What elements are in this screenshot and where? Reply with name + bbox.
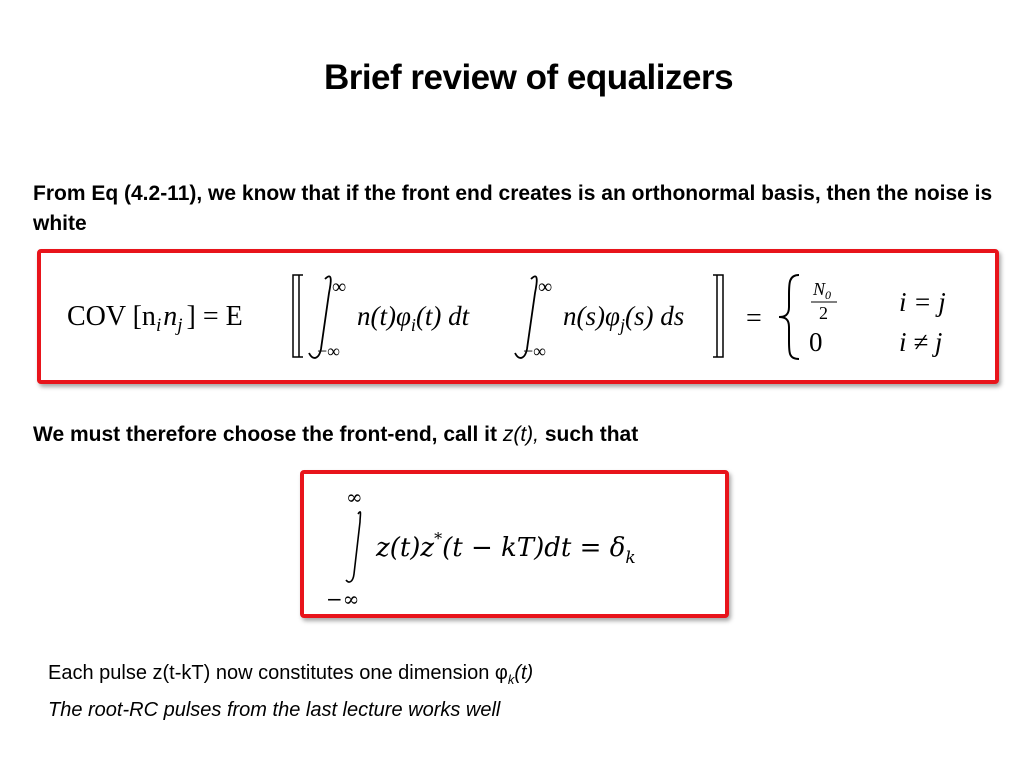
case1-condition: i = j xyxy=(899,287,946,317)
covariance-equation-box xyxy=(37,249,999,384)
cov-lhs: COV [$n_in_j$ ] = E xyxy=(67,301,243,336)
bottom-line-1-suffix: (t) xyxy=(514,662,534,684)
intro-paragraph: From Eq (4.2-11), we know that if the front end creates is an orthonormal basis, then the noise is white xyxy=(33,182,993,235)
int-lower: −∞ xyxy=(326,587,360,611)
orthonormal-body: $z(t)z^*(t - kT)dt = \delta_k$ xyxy=(376,529,636,568)
integral-sign xyxy=(346,512,361,582)
case1-numerator: $N_0$ xyxy=(813,279,832,302)
int2-lower: −∞ xyxy=(523,341,546,361)
integrand-1: $n(t)\varphi_i(t)$ dt xyxy=(357,301,470,335)
front-end-paragraph xyxy=(33,420,933,450)
bottom-line-1 xyxy=(48,658,848,695)
int-upper: ∞ xyxy=(346,485,363,509)
slide-title: Brief review of equalizers xyxy=(323,58,734,97)
integrand-2: $n(s)\varphi_j(s)$ ds xyxy=(563,301,685,335)
right-bracket xyxy=(713,275,723,357)
left-bracket xyxy=(293,275,303,357)
int1-lower: −∞ xyxy=(317,341,340,361)
bottom-line-2: The root-RC pulses from the last lecture works well xyxy=(48,699,501,721)
paragraph2-text: We must therefore choose the front-end, call it xyxy=(33,423,503,446)
bottom-notes xyxy=(48,658,848,725)
int1-upper: ∞ xyxy=(332,276,347,298)
orthonormal-equation-box xyxy=(300,470,729,618)
covariance-equation xyxy=(41,253,995,380)
case1-denominator: 2 xyxy=(819,303,828,323)
paragraph2-suffix: such that xyxy=(539,423,639,446)
bottom-line-1-sub: k xyxy=(507,672,515,687)
orthonormal-equation xyxy=(304,474,725,614)
case2-value: 0 xyxy=(809,327,823,357)
int2-upper: ∞ xyxy=(538,276,553,298)
equals-sign: = xyxy=(746,303,762,334)
cases-brace xyxy=(779,275,799,359)
bottom-line-1-text: Each pulse z(t-kT) now constitutes one dimension φ xyxy=(48,662,508,684)
paragraph2-italic: z(t), xyxy=(502,423,540,446)
case2-condition: i ≠ j xyxy=(899,327,943,357)
